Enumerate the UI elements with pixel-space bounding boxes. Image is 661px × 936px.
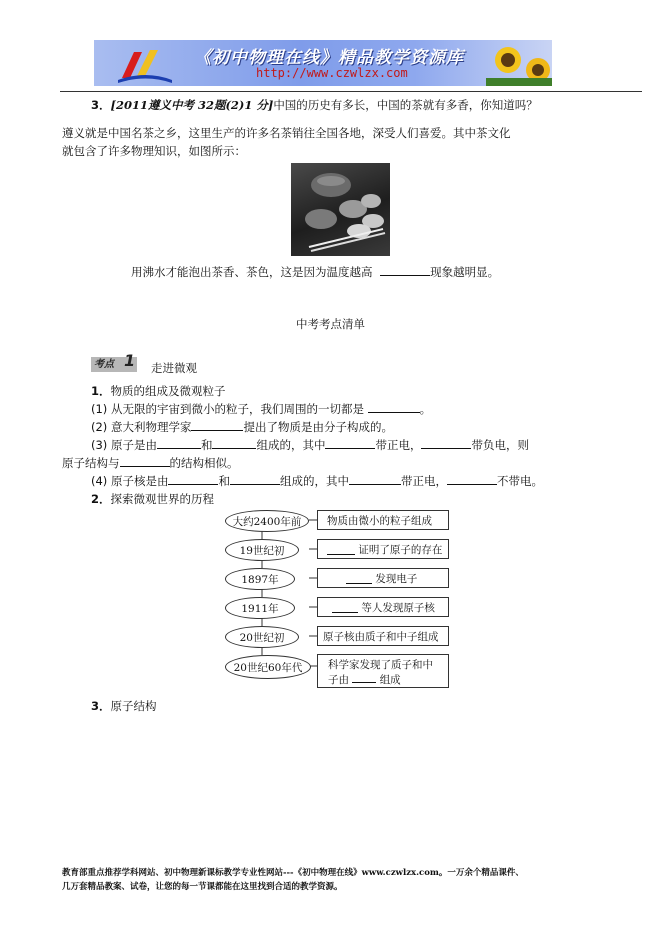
q3-fill-after: 现象越明显。 [430,265,500,279]
era-oval-4: 1911年 [225,597,295,619]
item1-line2 [91,419,393,435]
era-oval-1: 大约2400年前 [225,510,309,532]
l2-text-b: 提出了物质是由分子构成的。 [243,420,393,434]
q3-paragraph-line2: 就包含了许多物理知识，如图所示： [62,144,246,158]
item2-heading [91,491,214,507]
event-2-blank[interactable] [327,544,355,555]
sunflower-icon [486,40,552,86]
item1-line3 [91,437,529,453]
event-4-text: 等人发现原子核 [361,601,435,614]
q3-source: [2011遵义中考 32题(2)1 分] [110,98,274,112]
event-2-text: 证明了原子的存在 [358,543,443,556]
event-1-text: 物质由微小的粒子组成 [327,514,432,527]
banner-url: http://www.czwlzx.com [256,66,408,80]
item1-heading [91,383,226,399]
era-oval-5: 20世纪初 [225,626,299,648]
event-6-blank[interactable] [352,672,376,683]
l3-text-d: 带正电， [375,438,422,452]
l4-text-e: 不带电。 [496,474,543,488]
l4-text-a: (4) 原子核是由 [91,474,169,488]
l3-blank-1[interactable] [157,437,201,449]
header-banner [94,40,552,86]
l4-blank-4[interactable] [447,473,497,485]
item1-title: 物质的组成及微观粒子 [110,384,226,398]
l3-blank-2[interactable] [212,437,256,449]
item2-number: 2． [91,492,111,506]
era-oval-3: 1897年 [225,568,295,590]
section-title: 中考考点清单 [296,317,365,331]
event-box-1 [317,510,449,530]
l4-blank-1[interactable] [168,473,218,485]
tea-set-image [291,163,390,256]
item1-number: 1． [91,384,111,398]
event-6-line1: 科学家发现了质子和中 [328,659,433,671]
q3-fill-before: 用沸水才能泡出茶香、茶色，这是因为温度越高 [131,265,373,279]
l3-text-f: 原子结构与 [62,456,120,470]
l4-blank-2[interactable] [230,473,280,485]
footer-line1: 教育部重点推荐学科网站、初中物理新课标教学专业性网站---《初中物理在线》www.czwlzx.com。一万余个精品课件、 [62,868,524,878]
event-5-text: 原子核由质子和中子组成 [323,630,439,643]
event-6-text-a: 子由 [328,674,349,686]
l2-text-a: (2) 意大利物理学家 [91,420,192,434]
q3-fill-sentence [131,264,499,280]
l3-text-a: (3) 原子是由 [91,438,157,452]
event-box-2 [317,539,449,559]
item3-number: 3． [91,699,111,713]
kaodian-tag-number: 1 [124,351,136,370]
item1-line1 [91,401,431,417]
q3-paragraph-line1: 遵义就是中国名茶之乡，这里生产的许多名茶销往全国各地，深受人们喜爱。其中茶文化 [62,126,511,140]
l1-text-b: 。 [419,402,432,416]
q3-number: 3． [91,98,111,112]
l3-text-b: 和 [200,438,213,452]
q3-question: 中国的历史有多长，中国的茶就有多香，你知道吗？ [273,98,538,112]
event-4-blank[interactable] [332,602,358,613]
item3-title: 原子结构 [110,699,157,713]
kaodian-title: 走进微观 [151,361,197,375]
l3-blank-4[interactable] [421,437,471,449]
site-logo-icon [116,44,176,84]
l4-text-d: 带正电， [400,474,447,488]
l1-blank[interactable] [368,401,420,413]
timeline-diagram [215,508,455,692]
event-3-blank[interactable] [346,573,372,584]
banner-title: 《初中物理在线》精品教学资源库 [194,48,464,68]
event-box-3 [317,568,449,588]
event-3-text: 发现电子 [375,572,418,585]
l3-blank-5[interactable] [120,455,170,467]
item1-line3-cont [62,455,239,471]
item1-line4 [91,473,543,489]
l3-text-g: 的结构相似。 [169,456,239,470]
event-6-text-b: 组成 [379,674,401,686]
tea-set-photo [291,163,390,256]
l4-blank-3[interactable] [349,473,401,485]
era-oval-6: 20世纪60年代 [225,655,311,679]
l3-text-e: 带负电，则 [471,438,529,452]
event-box-5 [317,626,449,646]
footer-line2: 几万套精品教案、试卷，让您的每一节课都能在这里找到合适的教学资源。 [62,882,343,892]
item3-heading [91,698,157,714]
q3-answer-blank[interactable] [380,264,430,276]
l3-text-c: 组成的，其中 [256,438,326,452]
event-box-4 [317,597,449,617]
event-box-6 [317,654,449,688]
q3-header [91,97,538,113]
kaodian-tag [91,351,137,372]
item2-title: 探索微观世界的历程 [110,492,215,506]
l4-text-b: 和 [218,474,230,488]
kaodian-tag-label: 考点 [94,359,114,370]
era-oval-2: 19世纪初 [225,539,299,561]
l2-blank[interactable] [191,419,243,431]
event-6-line2 [328,672,448,687]
header-rule [60,91,642,92]
l3-blank-3[interactable] [325,437,375,449]
l4-text-c: 组成的，其中 [279,474,349,488]
l1-text-a: (1) 从无限的宇宙到微小的粒子，我们周围的一切都是 [91,402,364,416]
